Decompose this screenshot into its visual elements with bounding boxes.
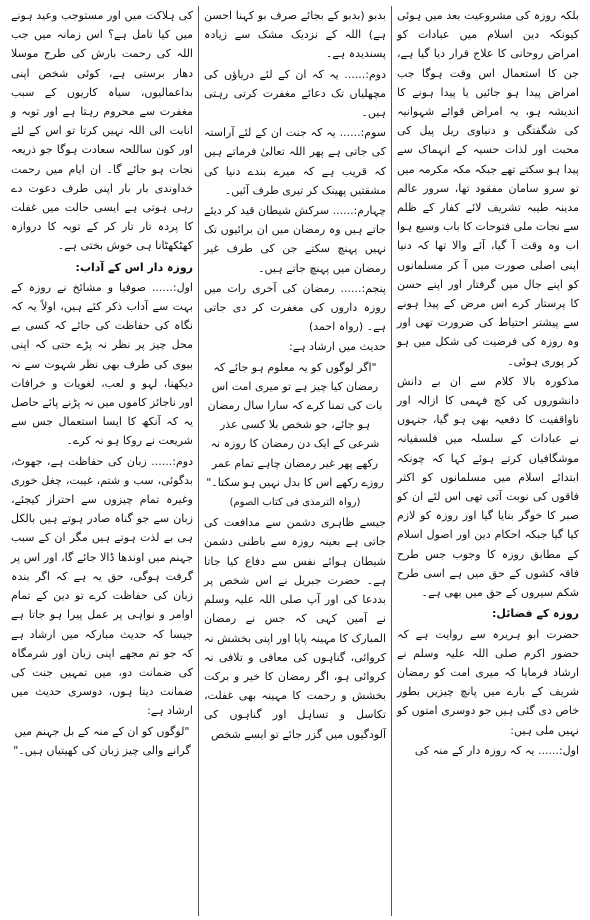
text-column-left — [6, 6, 199, 916]
paragraph: دوم:...... یہ کہ ان کے لئے دریاؤں کی مچھلیاں تک دعائے مغفرت کرتی رہتی ہیں۔ — [204, 67, 386, 120]
quoted-hadith: "اگر لوگوں کو یہ معلوم ہو جائے کہ رمضان کیا چیز ہے تو میری امت اس بات کی تمنا کرے کہ سارا سال رمضان ہو جائے، جو شخص بلا کسی عذر شرعی کے ایک دن رمضان کا روزہ نہ رکھے پھر غیر رمضان چاہے تمام عمر روزے رکھے اس کا بدل نہیں ہو سکتا۔" — [206, 360, 384, 489]
citation: (رواہ الترمذی فی کتاب الصوم) — [229, 497, 361, 509]
paragraph: سوم:...... یہ کہ جنت ان کے لئے آراستہ کی جاتی ہے پھر اللہ تعالیٰ فرماتے ہیں کہ قریب ہے کہ میرے بندے دنیا کی مشقتیں پھینک کر تیری طرف آئیں۔ — [204, 126, 386, 197]
text-column-right — [392, 6, 584, 916]
paragraph: مذکورہ بالا کلام سے ان بے دانش دانشوروں کی کج فہمی کا ازالہ اور ناواقفیت کا دفعیہ بھی ہو گیا، جنہوں نے عبادات کے سلسلہ میں فلسفیانہ موشگافیاں کرتے ہوئے کہا کہ چونکہ ابتدائے اسلام میں مسلمانوں کو اکثر فاقوں کی نوبت آتی تھی اس لئے ان کو صبر کا خوگر بنایا گیا اور روزہ کو لازم کیا گیا جبکہ احکام دین اور اصول اسلام کے مطابق روزہ کا وجوب جس طرح فاقہ کشوں کے حق میں ہے اسی طرح شکم سیروں کے حق میں بھی ہے۔ — [397, 374, 579, 600]
paragraph: حضرت ابو ہریرہ سے روایت ہے کہ حضور اکرم صلی اللہ علیہ وسلم نے ارشاد فرمایا کہ میری امت کو رمضان شریف کے بارے میں پانچ چیزیں بطور خاص دی گئی ہیں جو دوسری امتوں کو نہیں ملی ہیں: — [397, 627, 579, 737]
paragraph: بلکہ روزہ کی مشروعیت بعد میں ہوئی کیونکہ دین اسلام میں عبادات کو امراض روحانی کا علاج قرار دیا گیا ہے، جن کا استعمال اس وقت ہوگا جب امراض پیدا ہو جائیں یا پیدا ہونے کا اندیشہ ہو، یہ امراض قوائے شہوانیہ کی شگفتگی و دنیاوی ریل پیل کی محبت اور لذات حسیہ کے انہماک سے پیدا ہو سکتے تھے جبکہ مکہ مکرمہ میں تو سرو سامان مفقود تھا، سرور عالم مدینہ طیبہ تشریف لائے کفار کے ظلم سے نجات ملی فتوحات کا باب وسیع ہوا اب وہ وقت آ گیا، آئے والا تھا کہ دنیا اپنی اصلی صورت میں آ کر مسلمانوں کو اپنے جال میں گرفتار اور اپنے حسن کا پرستار کرے اس مرض کے پیدا ہونے سے پیشتر احتیاط کی ضرورت تھی اور وہ روزہ کی فرضیت کی شکل میں ہو کر پوری ہوئی۔ — [397, 9, 579, 368]
paragraph: بدبو (بدبو کے بجائے صرف بو کہنا احسن ہے) اللہ کے نزدیک مشک سے زیادہ پسندیدہ ہے۔ — [204, 9, 386, 61]
paragraph: حدیث میں ارشاد ہے: — [289, 340, 386, 354]
section-heading: روزہ کے فضائل: — [492, 607, 579, 621]
paragraph: اول:...... یہ کہ روزہ دار کے منہ کی — [414, 743, 579, 757]
paragraph: کی ہلاکت میں اور مستوجب وعید ہونے میں کیا تامل ہے؟ اس زمانہ میں جب اللہ کی رحمت بارش کی طرح موسلا دھار برستی ہے، کوئی شخص اپنی بداعمالیوں، سیاہ کاریوں کے سبب مغفرت سے محروم رہتا ہے اور توبہ و انابت الی اللہ نہیں کرتا تو اس کے لئے اور کون ساللحہ سعادت ہوگا جو ذریعہ نجات ہو جائے گا۔ ان ایام میں رحمت خداوندی بار بار اپنی طرف دعوت دے رہی ہوتی ہے ایسی حالت میں غفلت کا پردہ تار تار کر کے توبہ کا دروازہ کھٹکھٹانا ہی خوش بختی ہے۔ — [11, 9, 193, 253]
section-heading: روزہ دار اس کے آداب: — [75, 260, 193, 274]
paragraph: پنجم:...... رمضان کی آخری رات میں روزہ داروں کی مغفرت کر دی جاتی ہے۔ (رواہ احمد) — [204, 281, 386, 334]
paragraph: چہارم:...... سرکش شیطان قید کر دیئے جاتے ہیں وہ رمضان میں ان برائیوں تک نہیں پہنچ سکتے جن کی طرف غیر رمضان میں پہنچ جاتے ہیں۔ — [204, 204, 386, 275]
paragraph: اول:...... صوفیا و مشائخ نے روزہ کے بہت سے آداب ذکر کئے ہیں، اولاً یہ کہ نگاہ کی حفاظت کی جائے کہ کسی بے محل چیز پر نظر نہ پڑے حتی کہ اپنی بیوی کی طرف بھی نظر شہوت سے نہ دیکھنا، لہو و لعب، لغویات و خرافات اور ناجائز کاموں میں نہ پڑنے پائے حاصل یہ کہ آنکھ کا ایسا استعمال جس سے شریعت نے روکا ہو نہ کرے۔ — [11, 280, 193, 448]
paragraph: جیسے ظاہری دشمن سے مدافعت کی جاتی ہے بعینہ روزہ سے باطنی دشمن شیطان ہوائے نفس سے دفاع کیا جاتا ہے۔ حضرت جبریل نے اس شخص پر بددعا کی اور آپ صلی اللہ علیہ وسلم نے آمین کہی کہ جس نے رمضان المبارک کا مہینہ پایا اور اپنی بخشش نہ کروائی، گناہوں کی معافی و تلافی نہ کروائی ہو، اگر رمضان کا خیر و برکت بخشش و رحمت کا مہینہ بھی غفلت، تکاسل و تساہل اور گناہوں کی آلودگیوں میں گزر جائے تو ایسے شخص — [204, 516, 386, 741]
paragraph: دوم:...... زبان کی حفاظت ہے، جھوٹ، بدگوئی، سب و شتم، غیبت، چغل خوری وغیرہ تمام چیزوں سے احتراز کیجئے، زبان سے جو گناہ صادر ہوتے ہیں بالکل ہی بے لذت ہوتے ہیں مگر ان کے سبب جہنم میں اوندھا ڈالا جائے گا، اور اس پر گرفت ہوگی، حق یہ ہے کہ اگر بندہ زبان کی حفاظت کرے تو دین کے تمام اوامر و نواہی پر عمل پیرا ہو جاتا ہے جیسا کہ حدیث مبارکہ میں ارشاد ہے کہ جو تم مجھے اپنی زبان اور شرمگاہ کی ضمانت دو، میں تمہیں جنت کی ضمانت دیتا ہوں، دوسری حدیث میں ارشاد ہے: — [11, 454, 193, 718]
quoted-hadith: "لوگوں کو ان کے منہ کے بل جہنم میں گرانے والی چیز زبان کی کھیتیاں ہیں۔" — [13, 724, 191, 757]
text-column-middle — [199, 6, 392, 916]
